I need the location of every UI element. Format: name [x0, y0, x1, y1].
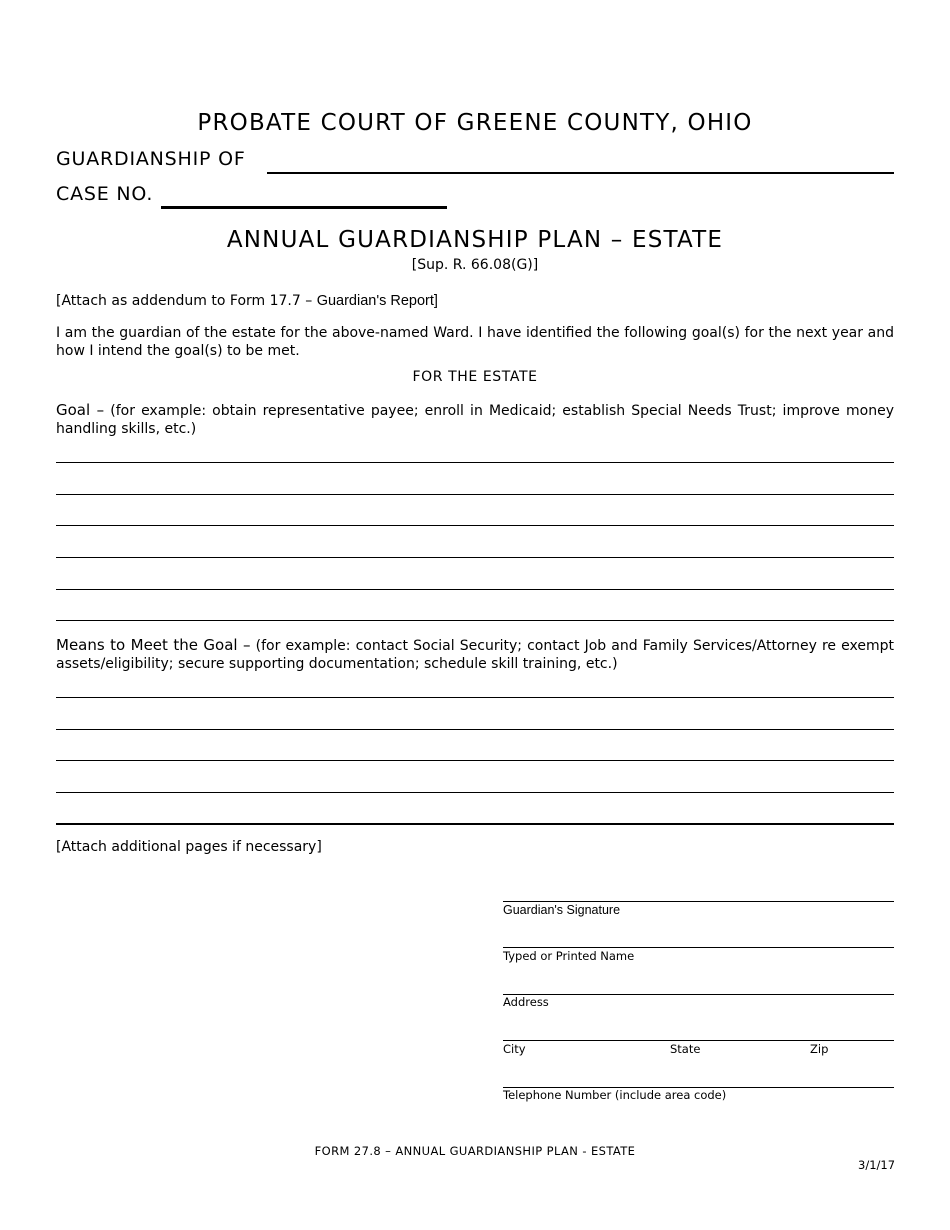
- city-label: City: [503, 1042, 526, 1056]
- printed-name-field[interactable]: [503, 947, 894, 948]
- guardian-signature-label: Guardian's Signature: [503, 903, 621, 917]
- attach-note: [56, 293, 438, 309]
- means-instructions: [56, 636, 894, 673]
- guardianship-of-field[interactable]: [267, 172, 894, 174]
- guardianship-label: GUARDIANSHIP OF: [56, 148, 246, 170]
- guardian-signature-field[interactable]: [503, 901, 894, 902]
- case-number-label: CASE NO.: [56, 183, 154, 205]
- means-text: (for example: contact Social Security; contact Job and Family Services/Attorney re exempt assets/eligibility; secure supporting documentation; schedule skill training, etc.): [56, 638, 895, 672]
- means-line[interactable]: [56, 792, 894, 793]
- address-label: Address: [503, 995, 549, 1009]
- case-number-field[interactable]: [161, 206, 447, 209]
- attach-note-prefix: [Attach as addendum to Form 17.7 –: [56, 293, 317, 309]
- rule-reference: [Sup. R. 66.08(G)]: [411, 257, 539, 273]
- goal-text: (for example: obtain representative payee; enroll in Medicaid; establish Special Needs Trust; improve money handling skills, etc.): [56, 403, 894, 437]
- city-state-zip-field[interactable]: [503, 1040, 894, 1041]
- means-lead: Means to Meet the Goal –: [56, 636, 251, 654]
- state-label: State: [670, 1042, 701, 1056]
- court-title: PROBATE COURT OF GREENE COUNTY, OHIO: [197, 110, 753, 136]
- additional-pages-note: [Attach additional pages if necessary]: [56, 839, 322, 855]
- intro-paragraph: I am the guardian of the estate for the above-named Ward. I have identified the following goal(s) for the next year and how I intend the goal(s) to be met.: [56, 325, 894, 359]
- means-line[interactable]: [56, 823, 894, 825]
- printed-name-label: Typed or Printed Name: [503, 949, 635, 963]
- means-line[interactable]: [56, 729, 894, 730]
- goal-line[interactable]: [56, 620, 894, 621]
- form-footer: FORM 27.8 – ANNUAL GUARDIANSHIP PLAN - ESTATE: [314, 1144, 636, 1158]
- goal-lead: Goal –: [56, 401, 105, 419]
- goal-line[interactable]: [56, 494, 894, 495]
- goal-line[interactable]: [56, 462, 894, 463]
- section-heading: FOR THE ESTATE: [412, 369, 538, 385]
- means-line[interactable]: [56, 760, 894, 761]
- zip-label: Zip: [810, 1042, 829, 1056]
- means-line[interactable]: [56, 697, 894, 698]
- goal-line[interactable]: [56, 589, 894, 590]
- goal-instructions: [56, 401, 894, 438]
- address-field[interactable]: [503, 994, 894, 995]
- attach-note-form-name: Guardian's Report]: [316, 293, 438, 309]
- goal-line[interactable]: [56, 557, 894, 558]
- revision-date: 3/1/17: [858, 1158, 896, 1172]
- goal-line[interactable]: [56, 525, 894, 526]
- form-title: ANNUAL GUARDIANSHIP PLAN – ESTATE: [226, 227, 724, 253]
- telephone-label: Telephone Number (include area code): [503, 1088, 727, 1102]
